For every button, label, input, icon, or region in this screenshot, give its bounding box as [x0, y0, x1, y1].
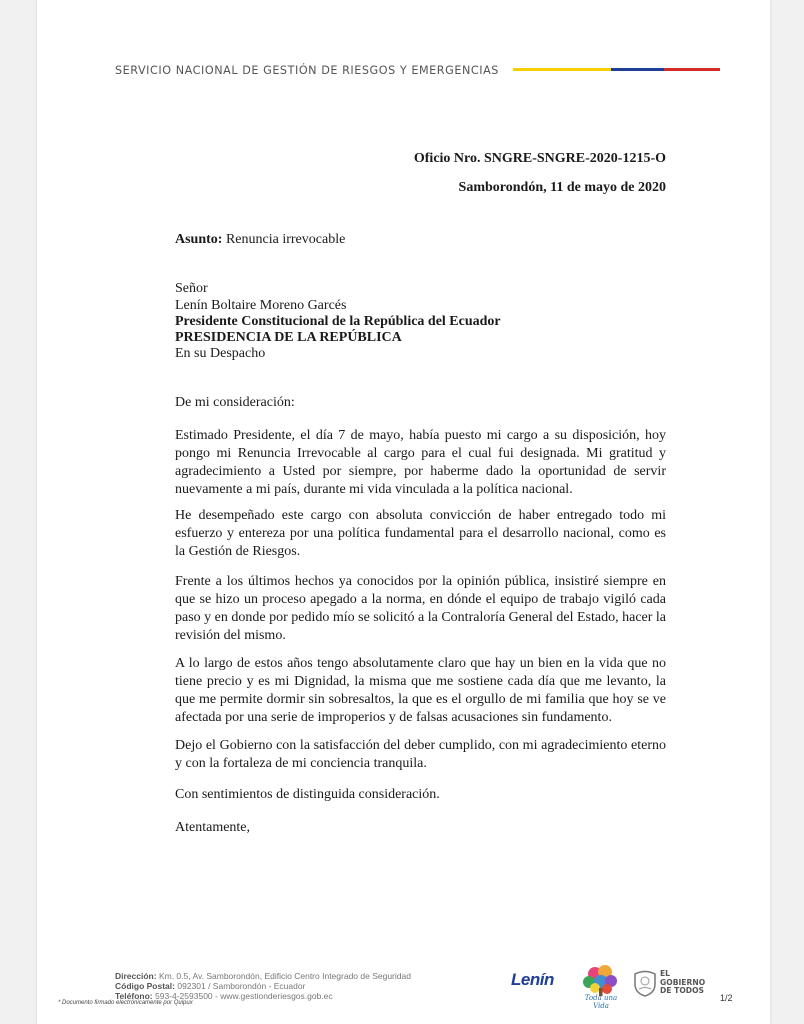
paragraph-2: He desempeñado este cargo con absoluta convicción de haber entregado todo mi esfuerzo y entereza por una política fundamental para el desarrollo nacional, como es la Gestión de Riesgos. — [175, 508, 666, 559]
subject-label: Asunto: — [175, 232, 223, 247]
footer-address — [115, 971, 411, 981]
postal-value: 092301 / Samborondón - Ecuador — [174, 981, 306, 991]
greeting: De mi consideración: — [175, 395, 295, 410]
oficio-number: Oficio Nro. SNGRE-SNGRE-2020-1215-O — [413, 151, 666, 166]
paragraph-3: Frente a los últimos hechos ya conocidos por la opinión pública, insistiré siempre en que se hizo un proceso apegado a la norma, en dónde el equipo de trabajo vigiló cada paso y en donde por pedido mío se solicitó a la Contraloría General del Estado, hacer la revisión del mismo. — [175, 574, 667, 643]
closing: Con sentimientos de distinguida consideración. — [175, 787, 440, 802]
address-value: Km. 0.5, Av. Samborondón, Edificio Centro Integrado de Seguridad — [156, 971, 411, 981]
gov-logo-line-1: EL — [660, 969, 671, 978]
paragraph-5: Dejo el Gobierno con la satisfacción del deber cumplido, con mi agradecimiento eterno y con la fortaleza de mi conciencia tranquila. — [175, 738, 666, 771]
paragraph-4: A lo largo de estos años tengo absolutamente claro que hay un bien en la vida que no tiene precio y es mi Dignidad, la misma que me sostiene cada día que me levanto, la que me permite dormir sin sobresaltos, la que es el orgullo de mi familia que hoy se ve afectada por una serie de improperios y de falsas acusaciones sin fundamento. — [175, 656, 666, 725]
subject-text: Renuncia irrevocable — [222, 232, 346, 247]
recipient-salutation: Señor — [175, 281, 208, 296]
toda-una-vida-label: Toda una Vida — [584, 994, 618, 1010]
ecuador-shield-icon — [632, 968, 658, 998]
header-organization: SERVICIO NACIONAL DE GESTIÓN DE RIESGOS Y EMERGENCIAS — [115, 64, 499, 77]
flag-stripe-blue — [611, 68, 664, 71]
subject-line — [175, 231, 345, 249]
recipient-name: Lenín Boltaire Moreno Garcés — [175, 298, 347, 313]
gov-logo-line-3: DE TODOS — [660, 986, 704, 995]
recipient-location: En su Despacho — [175, 346, 266, 361]
flag-stripe-red — [664, 68, 720, 71]
signature-footnote: * Documento firmado electrónicamente por Quipux — [58, 1000, 193, 1006]
gobierno-de-todos-logo — [660, 970, 705, 996]
recipient-title: Presidente Constitucional de la República del Ecuador — [175, 314, 501, 329]
place-date: Samborondón, 11 de mayo de 2020 — [458, 180, 666, 195]
phone-label: Teléfono: — [115, 991, 153, 1001]
recipient-institution: PRESIDENCIA DE LA REPÚBLICA — [175, 330, 402, 345]
phone-value: 593-4-2593500 - www.gestionderiesgos.gob.ec — [152, 991, 333, 1001]
footer-postal — [115, 981, 305, 991]
farewell: Atentamente, — [175, 820, 251, 835]
lenin-logo: Lenín — [511, 970, 554, 989]
flag-stripe-yellow — [513, 68, 611, 71]
page-number: 1/2 — [720, 993, 733, 1003]
postal-label: Código Postal: — [115, 981, 175, 991]
paragraph-1: Estimado Presidente, el día 7 de mayo, había puesto mi cargo a su disposición, hoy pongo mi Renuncia Irrevocable al cargo para el cual fui designada. Mi gratitud y agradecimiento a Usted por siempre, por haberme dado la oportunidad de servir nuevamente a mi país, durante mi vida vinculada a la política nacional. — [175, 428, 666, 497]
address-label: Dirección: — [115, 971, 157, 981]
gov-logo-line-2: GOBIERNO — [660, 977, 706, 987]
